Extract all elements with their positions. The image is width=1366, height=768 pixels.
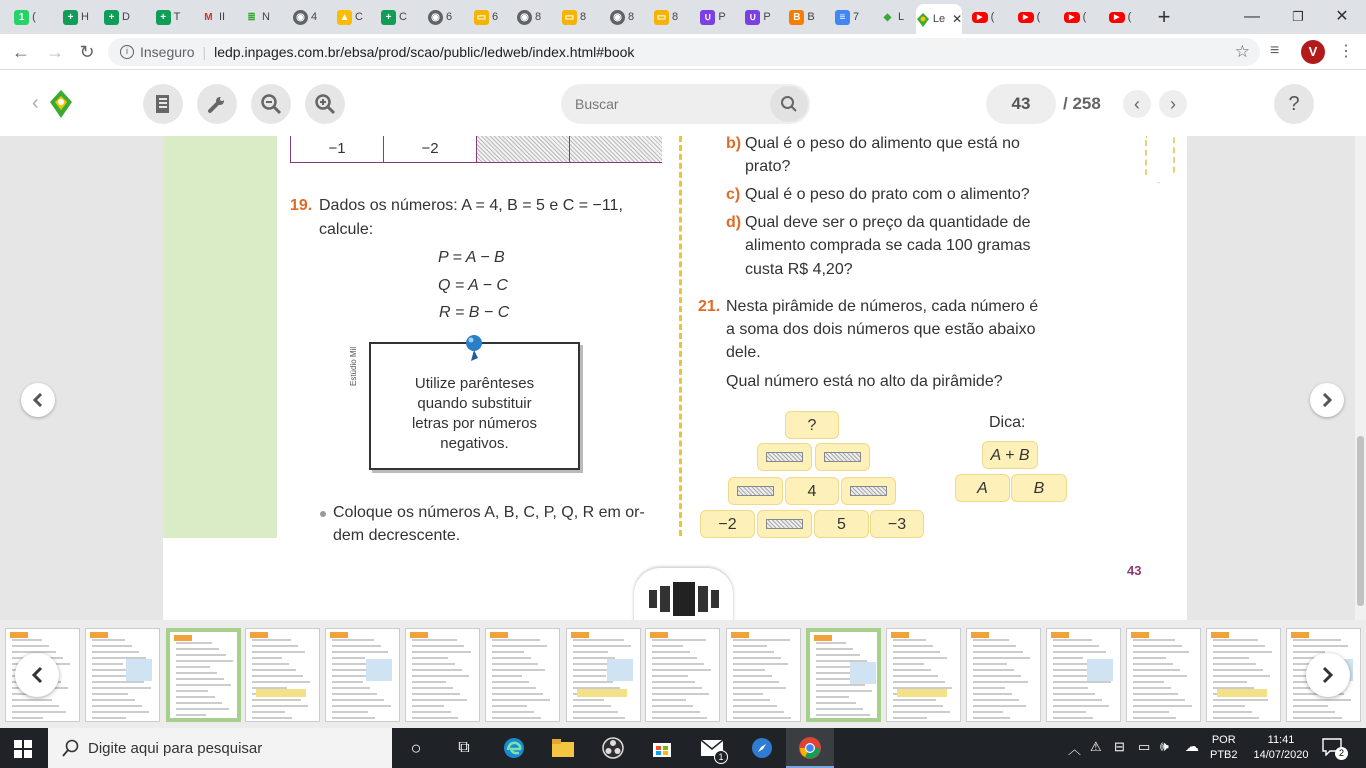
- reload-icon[interactable]: ↻: [79, 42, 95, 62]
- globe-icon: ◉: [428, 10, 443, 25]
- tab-title: 4: [310, 11, 318, 23]
- browser-tab[interactable]: [1008, 4, 1050, 30]
- prev-page-button[interactable]: [21, 383, 55, 417]
- profile-avatar[interactable]: V: [1301, 40, 1325, 64]
- page-thumbnail[interactable]: [485, 628, 560, 722]
- windows-start-icon[interactable]: [14, 740, 32, 758]
- pyramid-hidden-cell: [815, 443, 870, 471]
- scrollbar[interactable]: [1355, 136, 1366, 620]
- info-icon[interactable]: i: [120, 45, 134, 59]
- thumbnails-prev-button[interactable]: [15, 653, 59, 697]
- thumbnail-strip: [0, 620, 1366, 728]
- help-button[interactable]: ?: [1274, 84, 1314, 124]
- hint-title: Dica:: [989, 414, 1026, 431]
- browser-tab[interactable]: [916, 4, 962, 34]
- browser-tab[interactable]: [284, 4, 326, 30]
- onedrive-icon[interactable]: ☁: [1185, 738, 1199, 754]
- table-cell: −2: [384, 136, 477, 162]
- page-thumbnail[interactable]: [806, 628, 881, 722]
- browser-tab[interactable]: [508, 4, 550, 30]
- tab-title: N: [262, 11, 270, 23]
- books-icon: ≣: [247, 11, 256, 23]
- url-text: ledp.inpages.com.br/ebsa/prod/scao/public/ledweb/index.html#book: [214, 44, 635, 60]
- docs-icon: ≡: [835, 10, 850, 25]
- chevron-left-icon: [32, 393, 44, 407]
- search-icon: [62, 739, 80, 757]
- pyramid-top: ?: [785, 411, 839, 439]
- pushpin-icon: [461, 334, 487, 364]
- tab-title: B: [807, 11, 815, 23]
- equation-q: Q = A − C: [438, 277, 508, 294]
- keyboard-layout: PTB2: [1210, 749, 1238, 761]
- prev-page-chevron-icon[interactable]: ‹: [1123, 90, 1151, 118]
- tip-line: quando substituir: [417, 395, 532, 412]
- item-b-line2: prato?: [745, 158, 791, 175]
- compass-app-icon[interactable]: [748, 734, 776, 762]
- show-hidden-icons-chevron-icon[interactable]: ︿: [1068, 742, 1082, 757]
- warning-tray-icon[interactable]: ⚠: [1090, 739, 1102, 754]
- browser-tab[interactable]: [236, 4, 278, 30]
- bullet-text-line2: dem decrescente.: [333, 527, 461, 544]
- item-d-letter: d): [726, 214, 742, 231]
- item-c-line1: Qual é o peso do prato com o alimento?: [745, 186, 1030, 203]
- insecure-label: Inseguro: [140, 44, 195, 60]
- new-tab-button[interactable]: +: [1157, 4, 1171, 29]
- page-number: 43: [1127, 563, 1142, 578]
- chrome-taskbar-button[interactable]: [786, 728, 834, 768]
- bookmark-star-icon[interactable]: ☆: [1234, 42, 1250, 61]
- page-spread-icon: [649, 582, 719, 616]
- next-page-chevron-icon[interactable]: ›: [1159, 90, 1187, 118]
- clock[interactable]: [1252, 733, 1310, 763]
- task-view-icon[interactable]: ⧉: [458, 739, 470, 756]
- sheets-icon: +: [381, 10, 396, 25]
- battery-icon[interactable]: ▭: [1138, 739, 1151, 754]
- language-code: POR: [1211, 734, 1236, 746]
- ledweb-logo-icon: [48, 88, 74, 120]
- tab-title: 8: [534, 11, 542, 23]
- browser-tab[interactable]: [465, 4, 507, 30]
- blogger-icon: B: [789, 10, 804, 25]
- tab-title: 8: [579, 11, 587, 23]
- tab-title: C: [355, 11, 363, 23]
- tab-title: 8: [671, 11, 679, 23]
- store-icon[interactable]: [648, 734, 676, 762]
- total-pages: / 258: [1063, 94, 1101, 113]
- cortana-icon[interactable]: ○: [410, 737, 422, 758]
- question-21-line4: Qual número está no alto da pirâmide?: [726, 373, 1003, 390]
- scrollbar-thumb[interactable]: [1357, 436, 1364, 606]
- hint-a-cell: A: [955, 474, 1010, 502]
- clock-date: 14/07/2020: [1253, 749, 1309, 761]
- youtube-icon: ▶: [972, 12, 988, 23]
- page-thumbnail[interactable]: [325, 628, 400, 722]
- restore-window-icon[interactable]: ❐: [1292, 9, 1304, 24]
- number-table: [290, 136, 662, 163]
- chevron-right-icon: [1321, 666, 1335, 684]
- tip-line: negativos.: [440, 435, 509, 452]
- question-21-number: 21.: [698, 298, 721, 315]
- item-d-line2: alimento comprada se cada 100 gramas: [745, 237, 1031, 254]
- equation-r: R = B − C: [439, 304, 510, 321]
- sheets-icon: +: [63, 10, 78, 25]
- browser-tab[interactable]: [1099, 4, 1141, 30]
- ledweb-icon: [916, 12, 930, 27]
- network-icon[interactable]: ⊟: [1114, 739, 1125, 754]
- tab-title: Le: [932, 13, 946, 25]
- question-21-line2: a soma dos dois números que estão abaixo: [726, 321, 1036, 338]
- language-indicator[interactable]: [1210, 733, 1238, 763]
- search-button[interactable]: [770, 86, 808, 122]
- globe-icon: ◉: [517, 10, 532, 25]
- item-b-line1: Qual é o peso do alimento que está no: [745, 136, 1020, 152]
- view-mode-toggle[interactable]: [634, 568, 733, 620]
- hint-sum-cell: A + B: [982, 441, 1038, 469]
- sheets-icon: +: [104, 10, 119, 25]
- mail-badge: 1: [714, 750, 728, 764]
- sheets-icon: +: [156, 10, 171, 25]
- wrench-tools-icon[interactable]: [197, 84, 237, 124]
- tab-title: C: [399, 11, 407, 23]
- green-margin: [163, 136, 277, 538]
- tab-title: 8: [627, 11, 635, 23]
- pyramid-hidden-cell: [757, 443, 812, 471]
- tab-title: (: [1127, 11, 1132, 23]
- youtube-icon: ▶: [1018, 12, 1034, 23]
- bullet-dot: [320, 511, 326, 517]
- browser-tab[interactable]: [329, 4, 371, 30]
- edge-icon[interactable]: [500, 734, 528, 762]
- browser-tab[interactable]: [96, 4, 138, 30]
- page-thumbnail[interactable]: [566, 628, 641, 722]
- pyramid-hidden-cell: [728, 477, 783, 505]
- pyramid-hidden-cell: [841, 477, 896, 505]
- hint-b-cell: B: [1011, 474, 1067, 502]
- minimize-window-icon[interactable]: —: [1244, 8, 1260, 25]
- bullet-text-line1: Coloque os números A, B, C, P, Q, R em or-: [333, 504, 645, 521]
- mail-icon[interactable]: [698, 734, 726, 762]
- chevron-left-icon: [30, 666, 44, 684]
- browser-tab[interactable]: [373, 4, 415, 30]
- slides-icon: ▭: [474, 10, 489, 25]
- page-thumbnail[interactable]: [245, 628, 320, 722]
- question-19-line1: Dados os números: A = 4, B = 5 e C = −11,: [319, 197, 623, 214]
- address-bar: [0, 34, 1366, 70]
- clock-time: 11:41: [1267, 734, 1295, 746]
- question-21-line3: dele.: [726, 344, 761, 361]
- page-thumbnail[interactable]: [726, 628, 801, 722]
- chrome-icon: [798, 736, 822, 760]
- tab-title: (: [990, 11, 995, 23]
- item-b-letter: b): [726, 136, 742, 152]
- pyramid-hidden-cell: [757, 510, 812, 538]
- file-explorer-icon[interactable]: [549, 734, 577, 762]
- taskbar-search-input[interactable]: [48, 728, 392, 768]
- reading-list-icon[interactable]: ≡: [1270, 42, 1280, 59]
- hatched-cell: [570, 136, 662, 162]
- page-thumbnail[interactable]: [166, 628, 241, 722]
- page-thumbnail[interactable]: [886, 628, 961, 722]
- obs-icon[interactable]: [599, 734, 627, 762]
- tip-line: letras por números: [411, 415, 538, 432]
- tab-title: 6: [445, 11, 453, 23]
- purple-app-icon: ∪: [745, 10, 760, 25]
- browser-tab[interactable]: [645, 4, 687, 30]
- page-thumbnail[interactable]: [405, 628, 480, 722]
- browser-tab[interactable]: [192, 4, 234, 30]
- browser-tab[interactable]: [419, 4, 461, 30]
- book-viewer: [0, 136, 1366, 620]
- youtube-icon: ▶: [1109, 12, 1125, 23]
- page-thumbnail[interactable]: [1046, 628, 1121, 722]
- taskbar-search-placeholder: Digite aqui para pesquisar: [88, 739, 263, 757]
- pyramid-cell: 4: [785, 477, 839, 505]
- drive-icon: ▲: [337, 10, 352, 25]
- reader-toolbar: [0, 70, 1366, 136]
- browser-tab[interactable]: [601, 4, 643, 30]
- item-d-line3: custa R$ 4,20?: [745, 261, 853, 278]
- tab-title: II: [218, 11, 226, 23]
- volume-icon[interactable]: 🕪: [1160, 738, 1169, 754]
- pyramid-cell: 5: [814, 510, 869, 538]
- table-cell: −1: [291, 136, 384, 162]
- zoom-in-icon[interactable]: [305, 84, 345, 124]
- equation-p: P = A − B: [438, 249, 505, 266]
- notification-count: 2: [1335, 747, 1348, 760]
- whatsapp-icon: 1: [14, 10, 29, 25]
- page-thumbnail[interactable]: [645, 628, 720, 722]
- tab-title: (: [1082, 11, 1087, 23]
- tab-title: (: [32, 11, 36, 23]
- book-index-icon[interactable]: [143, 84, 183, 124]
- tab-title: (: [1036, 11, 1041, 23]
- collapse-chevron-icon[interactable]: ‹: [32, 92, 39, 114]
- browser-tab[interactable]: [826, 4, 868, 30]
- browser-tab[interactable]: [737, 4, 779, 30]
- forward-arrow-icon[interactable]: →: [46, 42, 64, 62]
- browser-tab[interactable]: [692, 4, 734, 30]
- pyramid-cell: −3: [870, 510, 924, 538]
- browser-tab[interactable]: [553, 4, 595, 30]
- tab-title: T: [173, 11, 181, 23]
- column-divider: [679, 136, 682, 536]
- page-thumbnail[interactable]: [1206, 628, 1281, 722]
- page-thumbnail[interactable]: [966, 628, 1041, 722]
- tab-title: H: [81, 11, 89, 23]
- ledweb-icon: ◆: [883, 11, 892, 23]
- current-page-input[interactable]: 43: [986, 84, 1056, 124]
- tip-line: Utilize parênteses: [414, 375, 535, 392]
- zoom-out-icon[interactable]: [251, 84, 291, 124]
- browser-tab[interactable]: [1054, 4, 1096, 30]
- browser-tab[interactable]: [147, 4, 189, 30]
- book-page: [163, 136, 1187, 620]
- tab-title: L: [897, 11, 905, 23]
- back-arrow-icon[interactable]: ←: [12, 42, 30, 62]
- tab-title: P: [763, 11, 771, 23]
- page-thumbnail[interactable]: [1126, 628, 1201, 722]
- purple-app-icon: ∪: [700, 10, 715, 25]
- item-c-letter: c): [726, 186, 741, 203]
- url-omnibox[interactable]: i Inseguro | ledp.inpages.com.br/ebsa/prod/scao/public/ledweb/index.html#book ☆: [108, 38, 1260, 66]
- question-21-line1: Nesta pirâmide de números, cada número é: [726, 298, 1039, 315]
- thumbnails-next-button[interactable]: [1306, 653, 1350, 697]
- tab-title: P: [718, 11, 726, 23]
- chevron-right-icon: [1321, 393, 1333, 407]
- search-field[interactable]: [561, 84, 810, 124]
- bookmark-ribbon-icon[interactable]: [1145, 136, 1175, 184]
- tab-title: D: [122, 11, 130, 23]
- close-tab-icon[interactable]: ✕: [952, 12, 963, 26]
- search-placeholder: Buscar: [575, 96, 619, 112]
- browser-tab[interactable]: [962, 4, 1004, 30]
- slides-icon: ▭: [562, 10, 577, 25]
- globe-icon: ◉: [610, 10, 625, 25]
- browser-menu-icon[interactable]: ⋮: [1338, 43, 1354, 60]
- question-19-number: 19.: [290, 197, 313, 214]
- browser-tab[interactable]: [871, 4, 913, 30]
- image-credit: Estúdio Mil: [349, 346, 358, 386]
- hatched-cell: [477, 136, 570, 162]
- next-page-button[interactable]: [1310, 383, 1344, 417]
- browser-tab[interactable]: [56, 4, 96, 30]
- globe-icon: ◉: [293, 10, 308, 25]
- tab-title: 7: [852, 11, 860, 23]
- browser-tab[interactable]: [781, 4, 823, 30]
- pyramid-cell: −2: [700, 510, 755, 538]
- search-icon: [780, 95, 798, 113]
- windows-taskbar: [0, 728, 1366, 768]
- tab-title: 6: [491, 11, 499, 23]
- close-window-icon[interactable]: ✕: [1335, 8, 1349, 25]
- gmail-icon: M: [204, 11, 213, 23]
- notifications-icon[interactable]: [1322, 738, 1344, 758]
- item-d-line1: Qual deve ser o preço da quantidade de: [745, 214, 1031, 231]
- browser-tab[interactable]: [4, 4, 46, 30]
- question-19-line2: calcule:: [319, 221, 374, 238]
- slides-icon: ▭: [654, 10, 669, 25]
- page-thumbnail[interactable]: [85, 628, 160, 722]
- youtube-icon: ▶: [1064, 12, 1080, 23]
